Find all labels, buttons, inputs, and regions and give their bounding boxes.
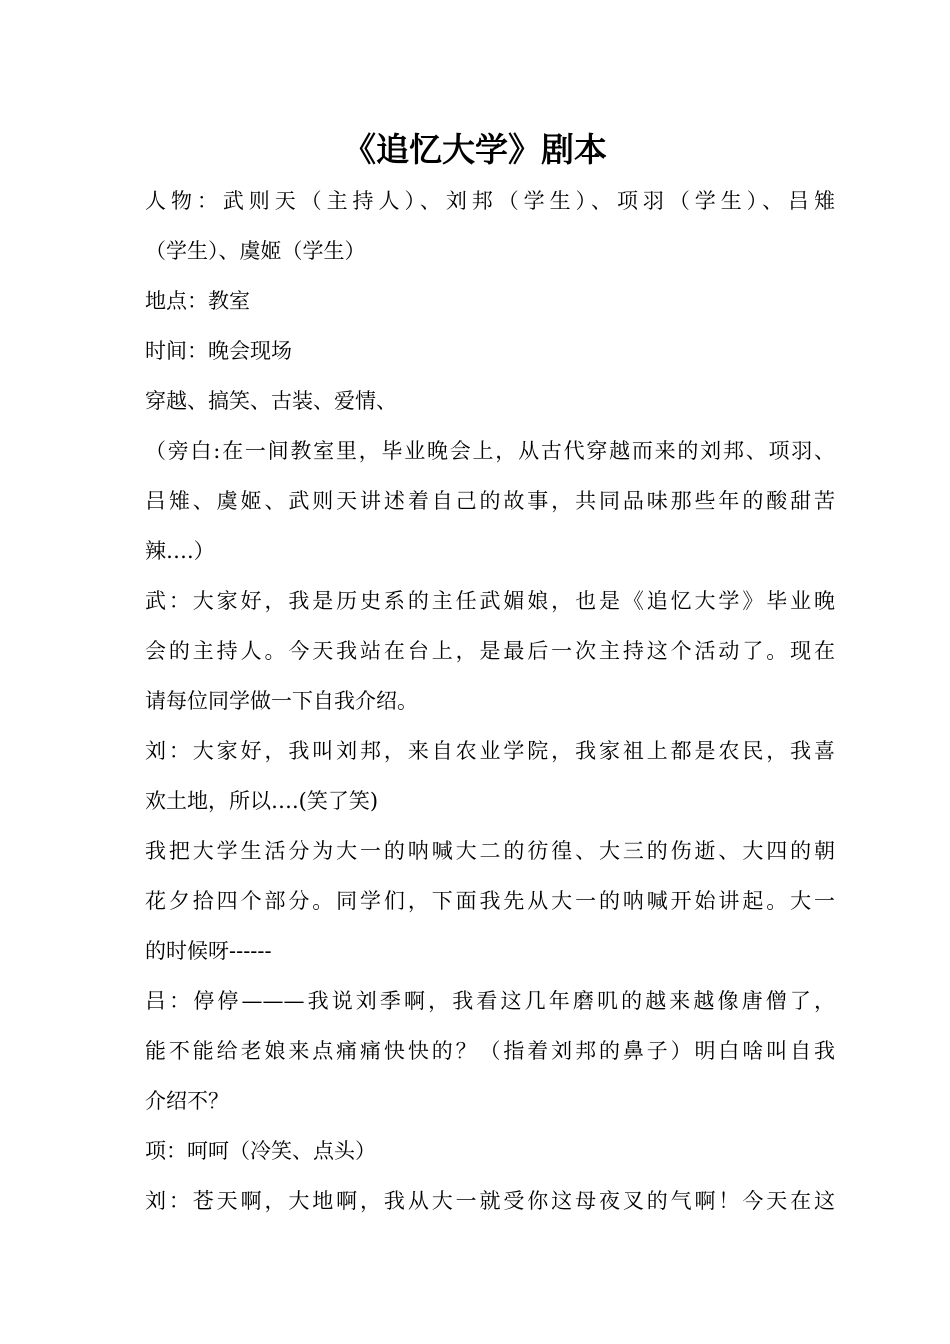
text-line: 武：大家好，我是历史系的主任武媚娘，也是《追忆大学》毕业晚 — [145, 589, 835, 613]
text-line: （学生）、虞姬（学生） — [145, 239, 366, 263]
text-line: 欢土地，所以….(笑了笑) — [145, 789, 379, 813]
text-line: 的时候呀------ — [145, 939, 272, 963]
text-line: 刘：大家好，我叫刘邦，来自农业学院，我家祖上都是农民，我喜 — [145, 739, 835, 763]
text-line: 辣….） — [145, 539, 215, 563]
text-line: 会的主持人。今天我站在台上，是最后一次主持这个活动了。现在 — [145, 639, 835, 663]
text-line: 地点：教室 — [145, 289, 250, 313]
text-line: 吕：停停———我说刘季啊，我看这几年磨叽的越来越像唐僧了， — [145, 989, 835, 1013]
text-line: 穿越、搞笑、古装、爱情、 — [145, 389, 397, 413]
text-line: 项：呵呵（冷笑、点头） — [145, 1139, 376, 1163]
text-line: 我把大学生活分为大一的呐喊大二的彷徨、大三的伤逝、大四的朝 — [145, 839, 835, 863]
text-line: 刘：苍天啊，大地啊，我从大一就受你这母夜叉的气啊！今天在这 — [145, 1189, 835, 1213]
text-line: 请每位同学做一下自我介绍。 — [145, 689, 418, 713]
document-title: 《追忆大学》剧本 — [343, 130, 607, 169]
script-body — [145, 176, 835, 1226]
text-line: （旁白:在一间教室里，毕业晚会上，从古代穿越而来的刘邦、项羽、 — [145, 439, 835, 463]
text-line: 花夕拾四个部分。同学们，下面我先从大一的呐喊开始讲起。大一 — [145, 889, 835, 913]
text-line: 介绍不？ — [145, 1089, 229, 1113]
text-line: 能不能给老娘来点痛痛快快的？（指着刘邦的鼻子）明白啥叫自我 — [145, 1039, 835, 1063]
text-line: 时间：晚会现场 — [145, 339, 292, 363]
text-line: 吕雉、虞姬、武则天讲述着自己的故事，共同品味那些年的酸甜苦 — [145, 489, 835, 513]
text-line: 人物：武则天（主持人）、刘邦（学生）、项羽（学生）、吕雉 — [145, 189, 835, 213]
